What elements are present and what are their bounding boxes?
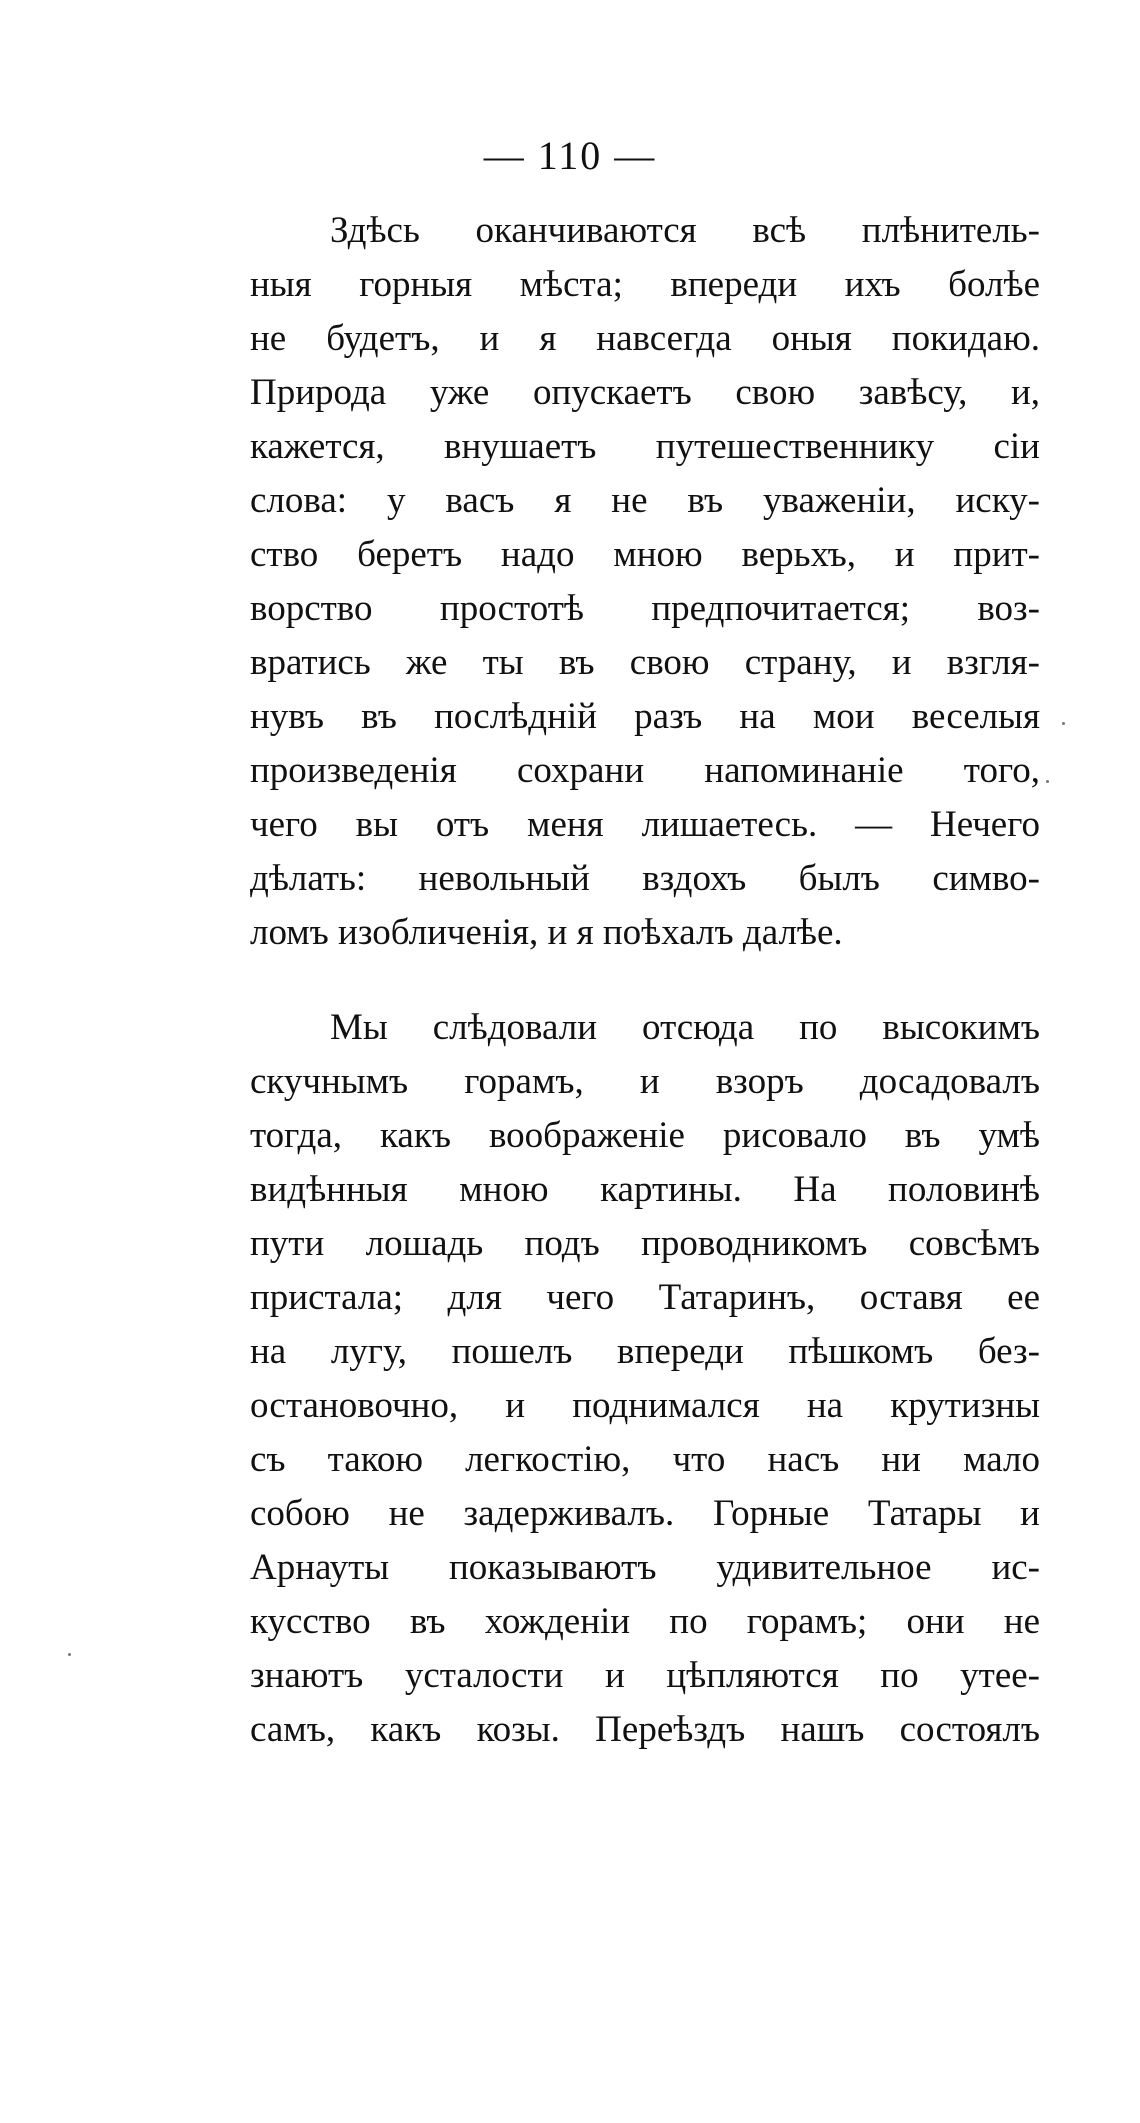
text-line: пристала; для чего Татаринъ, оставя ее [250, 1277, 1040, 1318]
text-line: остановочно, и поднимался на крутизны [250, 1385, 1040, 1426]
text-line: знаютъ усталости и цѣпляются по утее- [250, 1655, 1040, 1696]
text-line: чего вы отъ меня лишаетесь. — Нечего [250, 804, 1040, 845]
text-line: ворство простотѣ предпочитается; воз- [250, 588, 1040, 629]
paragraph-2 [250, 1001, 1040, 1757]
text-line: на лугу, пошелъ впереди пѣшкомъ без- [250, 1331, 1040, 1372]
text-line: не будетъ, и я навсегда оныя покидаю. [250, 318, 1040, 359]
text-line: собою не задерживалъ. Горные Татары и [250, 1493, 1040, 1534]
paragraph-1 [250, 204, 1040, 960]
text-line: Природа уже опускаетъ свою завѣсу, и, [250, 372, 1040, 413]
text-line: слова: у васъ я не въ уваженіи, иску- [250, 480, 1040, 521]
text-line: дѣлать: невольный вздохъ былъ симво- [250, 858, 1040, 899]
text-line: кусство въ хожденіи по горамъ; они не [250, 1601, 1040, 1642]
text-line: вратись же ты въ свою страну, и взгля- [250, 642, 1040, 683]
text-line: нувъ въ послѣдній разъ на мои веселыя [250, 696, 1040, 737]
text-line: Арнауты показываютъ удивительное ис- [250, 1547, 1040, 1588]
paper-speck [68, 1653, 71, 1656]
text-line: пути лошадь подъ проводникомъ совсѣмъ [250, 1223, 1040, 1264]
paper-speck [1062, 722, 1065, 725]
text-line: тогда, какъ воображеніе рисовало въ умѣ [250, 1115, 1040, 1156]
paper-speck [1046, 780, 1049, 783]
text-line: ныя горныя мѣста; впереди ихъ болѣе [250, 264, 1040, 305]
text-line: ство беретъ надо мною верьхъ, и прит- [250, 534, 1040, 575]
text-line: съ такою легкостію, что насъ ни мало [250, 1439, 1040, 1480]
text-line: Здѣсь оканчиваются всѣ плѣнитель- [330, 210, 1040, 251]
page-number: — 110 — [483, 133, 657, 178]
text-line: видѣнныя мною картины. На половинѣ [250, 1169, 1040, 1210]
text-line: самъ, какъ козы. Переѣздъ нашъ состоялъ [250, 1709, 1040, 1750]
text-line: ломъ изобличенія, и я поѣхалъ далѣе. [250, 912, 843, 953]
text-line: Мы слѣдовали отсюда по высокимъ [330, 1007, 1040, 1048]
text-line: кажется, внушаетъ путешественнику сіи [250, 426, 1040, 467]
text-line: произведенія сохрани напоминаніе того, [250, 750, 1040, 791]
text-line: скучнымъ горамъ, и взоръ досадовалъ [250, 1061, 1040, 1102]
